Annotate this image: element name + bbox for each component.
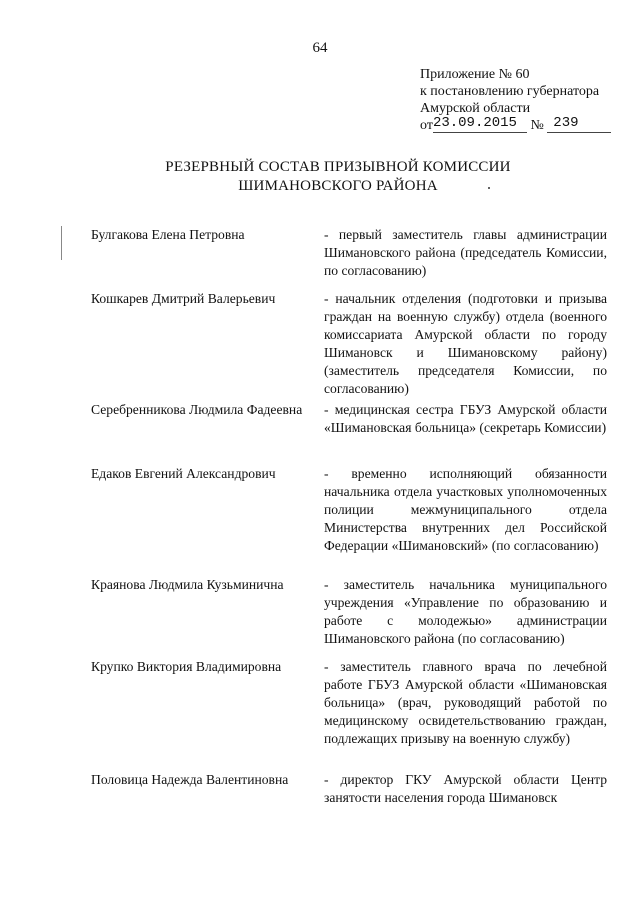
- member-name: Краянова Людмила Кузьминична: [91, 577, 284, 592]
- member-name: Серебренникова Людмила Фадеевна: [91, 402, 303, 417]
- member-name: Булгакова Елена Петровна: [91, 227, 245, 242]
- member-role: - заместитель начальника муниципального учреждения «Управление по образованию и работе с молодежью» администрации Шимановского района (по согласованию): [324, 577, 607, 646]
- appendix-header: [420, 66, 611, 136]
- member-name: Крупко Виктория Владимировна: [91, 659, 282, 674]
- decree-number: 239: [547, 115, 611, 133]
- member-role: - директор ГКУ Амурской области Центр занятости населения города Шимановск: [324, 772, 607, 805]
- member-role: - заместитель главного врача по лечебной работе ГБУЗ Амурской области «Шимановская больница» (врач, руководящий работой по медицинскому освидетельствованию граждан, подлежащих призыву на военную службу): [324, 659, 607, 746]
- appendix-title: Приложение № 60: [420, 67, 530, 82]
- page-number: 64: [312, 40, 328, 56]
- member-name: Едаков Евгений Александрович: [91, 466, 276, 481]
- member-role: - медицинская сестра ГБУЗ Амурской области «Шимановская больница» (секретарь Комиссии): [324, 402, 607, 435]
- scan-speck: [488, 187, 490, 189]
- member-role: - начальник отделения (подготовки и призыва граждан на военную службу) отдела (военного комиссариата Амурской области по городу Шимановск и Шимановскому району) (заместитель председателя Комиссии, по согласованию): [324, 291, 607, 396]
- title-line-2: ШИМАНОВСКОГО РАЙОНА: [238, 178, 438, 194]
- member-role: - первый заместитель главы администрации Шимановского района (председатель Комиссии, по согласованию): [324, 227, 607, 278]
- margin-mark: [61, 226, 62, 260]
- number-prefix: №: [530, 118, 544, 133]
- document-title: [0, 158, 640, 196]
- title-line-1: РЕЗЕРВНЫЙ СОСТАВ ПРИЗЫВНОЙ КОМИССИИ: [165, 159, 511, 175]
- member-name: Половица Надежда Валентиновна: [91, 772, 289, 787]
- appendix-region-line: Амурской области: [420, 101, 531, 116]
- date-prefix: от: [420, 118, 433, 133]
- member-name: Кошкарев Дмитрий Валерьевич: [91, 291, 276, 306]
- decree-date: 23.09.2015: [433, 115, 527, 133]
- appendix-date-line: [420, 117, 611, 136]
- member-role: - временно исполняющий обязанности начальника отдела участковых уполномоченных полиции межмуниципального отдела Министерства внутренних дел Российской Федерации «Шимановский» (по согласованию): [324, 466, 607, 553]
- appendix-decree-line: к постановлению губернатора: [420, 84, 600, 99]
